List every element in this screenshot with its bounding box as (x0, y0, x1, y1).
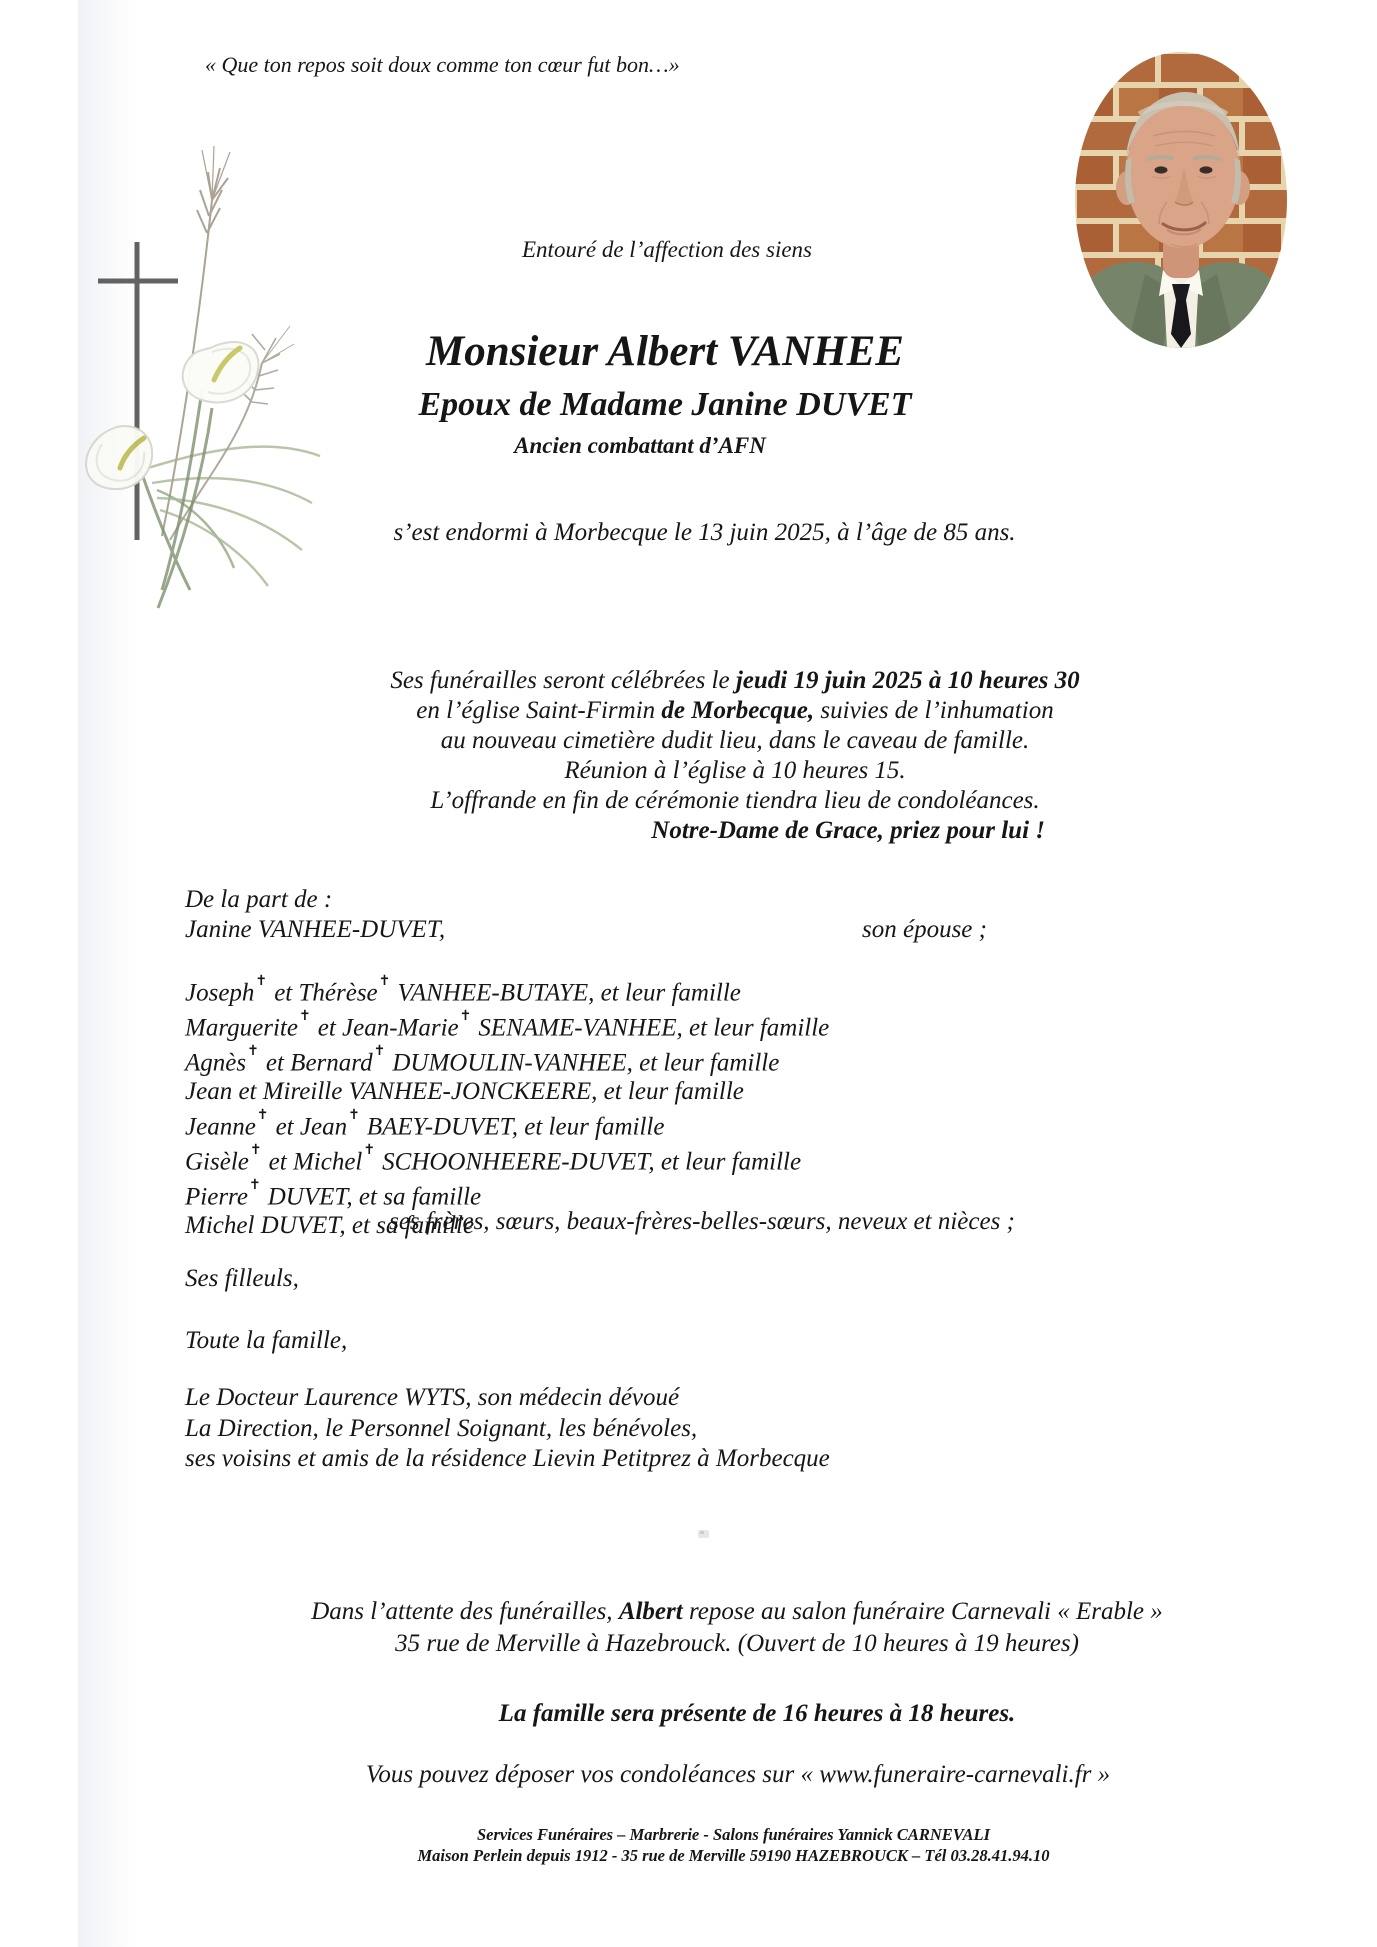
funeral-line-2: en l’église Saint-Firmin de Morbecque, suivies de l’inhumation (416, 697, 1054, 724)
deceased-name: Monsieur Albert VANHEE (426, 328, 904, 375)
godchildren-line: Ses filleuls, (185, 1265, 299, 1292)
family-member-row: Marguerite✝ et Jean-Marie✝ SENAME-VANHEE, et leur famille (185, 1007, 830, 1042)
family-member-row: Agnès✝ et Bernard✝ DUMOULIN-VANHEE, et leur famille (185, 1042, 780, 1077)
caregivers-block (185, 1383, 830, 1475)
viewing-line-2: 35 rue de Merville à Hazebrouck. (Ouvert de 10 heures à 19 heures) (395, 1630, 1079, 1657)
prayer-line: Notre-Dame de Grace, priez pour lui ! (651, 817, 1045, 844)
deceased-cross-marker: ✝ (256, 1106, 269, 1122)
family-member-row: Pierre✝ DUVET, et sa famille (185, 1176, 482, 1211)
family-member-row: Jean et Mireille VANHEE-JONCKEERE, et leur famille (185, 1078, 744, 1106)
funeral-home-address-line: Maison Perlein depuis 1912 - 35 rue de Merville 59190 HAZEBROUCK – Tél 03.28.41.94.10 (417, 1846, 1050, 1865)
deceased-cross-marker: ✝ (248, 1176, 261, 1192)
deceased-cross-marker: ✝ (378, 972, 391, 988)
wife-relation: son épouse ; (862, 916, 987, 943)
deceased-cross-marker: ✝ (247, 1042, 259, 1058)
doctor-line: Le Docteur Laurence WYTS, son médecin dévoué (185, 1384, 680, 1411)
family-member-row: Joseph✝ et Thérèse✝ VANHEE-BUTAYE, et leur famille (185, 972, 741, 1007)
portrait-oval-icon (1075, 52, 1287, 348)
deceased-cross-marker: ✝ (249, 1141, 262, 1157)
memorial-quote: « Que ton repos soit doux comme ton cœur fut bon…» (205, 52, 680, 77)
deceased-portrait-photo (1075, 52, 1287, 348)
deceased-cross-marker: ✝ (459, 1007, 472, 1023)
funeral-line-1: Ses funérailles seront célébrées le jeudi 19 juin 2025 à 10 heures 30 (390, 667, 1080, 694)
neighbors-line: ses voisins et amis de la résidence Lievin Petitprez à Morbecque (185, 1445, 830, 1472)
funeral-home-services-line: Services Funéraires – Marbrerie - Salons funéraires Yannick CARNEVALI (476, 1825, 991, 1844)
deceased-cross-marker: ✝ (255, 972, 267, 988)
funeral-line-5: L’offrande en fin de cérémonie tiendra lieu de condoléances. (430, 787, 1040, 814)
on-behalf-of-label: De la part de : (185, 886, 333, 913)
family-member-row: Jeanne✝ et Jean✝ BAEY-DUVET, et leur famille (185, 1106, 665, 1141)
condolences-line: Vous pouvez déposer vos condoléances sur « www.funeraire-carnevali.fr » (365, 1761, 1111, 1788)
deceased-cross-marker: ✝ (348, 1106, 360, 1122)
funeral-line-4: Réunion à l’église à 10 heures 15. (564, 757, 906, 784)
funeral-details (93, 666, 1377, 816)
viewing-block (97, 1596, 1377, 1660)
siblings-line: ses frères, sœurs, beaux-frères-belles-sœurs, neveux et nièces ; (389, 1208, 1015, 1235)
family-presence-line: La famille sera présente de 16 heures à 18 heures. (498, 1700, 1016, 1727)
viewing-line-1: Dans l’attente des funérailles, Albert repose au salon funéraire Carnevali « Erable » (311, 1598, 1163, 1625)
funeral-line-3: au nouveau cimetière dudit lieu, dans le caveau de famille. (440, 727, 1030, 754)
family-member-row: Michel DUVET, et sa famille (185, 1211, 475, 1239)
spouse-line: Epoux de Madame Janine DUVET (418, 386, 912, 423)
veteran-line: Ancien combattant d’AFN (514, 433, 766, 458)
funeral-home-footer (45, 1824, 1377, 1866)
wife-name: Janine VANHEE-DUVET, (185, 916, 446, 943)
family-member-row: Gisèle✝ et Michel✝ SCHOONHEERE-DUVET, et leur famille (185, 1141, 802, 1176)
deceased-cross-marker: ✝ (373, 1042, 386, 1058)
deceased-cross-marker: ✝ (363, 1141, 375, 1157)
deceased-cross-marker: ✝ (298, 1007, 311, 1023)
whole-family-line: Toute la famille, (185, 1327, 348, 1354)
intro-line: Entouré de l’affection des siens (522, 237, 812, 262)
staff-line: La Direction, le Personnel Soignant, les bénévoles, (185, 1414, 698, 1442)
family-members-list (185, 973, 829, 1241)
scan-artifact (698, 1530, 709, 1538)
death-announcement-line: s’est endormi à Morbecque le 13 juin 2025, à l’âge de 85 ans. (393, 519, 1016, 546)
